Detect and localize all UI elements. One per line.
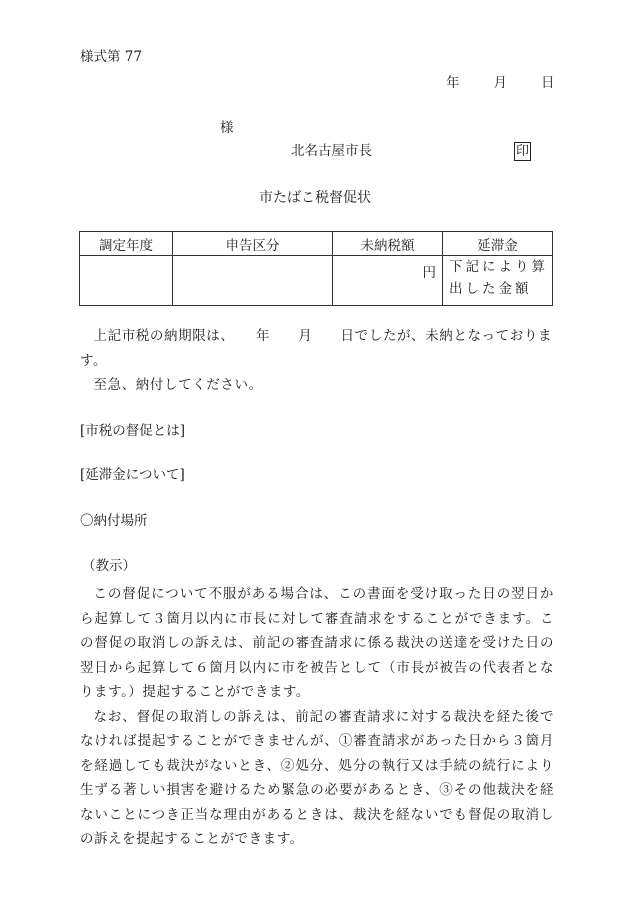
- section-reminder-heading: [市税の督促とは]: [80, 423, 186, 439]
- late-fee-text: 下記により算出した金額: [449, 259, 548, 297]
- notice-title: （教示）: [82, 558, 136, 574]
- form-number: 様式第 77: [80, 49, 142, 65]
- notice-paragraph-1: この督促について不服がある場合は、この書面を受け取った日の翌日から起算して３箇月以内に市長に対して審査請求をすることができます。この督促の取消しの訴えは、前記の審査請求に係る裁決の送達を受けた日の翌日から起算して６箇月以内に市を被告として（市長が被告の代表者となります。）提起することができます。: [80, 586, 554, 700]
- seal-mark: 印: [516, 144, 530, 159]
- document-title: 市たばこ税督促状: [259, 190, 371, 206]
- header-fiscal-year: 調定年度: [80, 232, 173, 256]
- body-text: [80, 324, 554, 398]
- due-date-statement: 上記市税の納期限は、 年 月 日でしたが、未納となっております。: [80, 328, 553, 369]
- header-unpaid-amount: 未納税額: [333, 232, 443, 256]
- cell-declaration-category: [173, 256, 333, 306]
- cell-fiscal-year: [80, 256, 173, 306]
- notice-paragraph-2: なお、督促の取消しの訴えは、前記の審査請求に対する裁決を経た後でなければ提起することができませんが、①審査請求があった日から３箇月を経過しても裁決がないとき、②処分、処分の執行又は手続の続行により生ずる著しい損害を避けるため緊急の必要があるとき、③その他裁決を経ないことにつき正当な理由があるときは、裁決を経ないでも督促の取消しの訴えを提起することができます。: [80, 708, 554, 847]
- cell-unpaid-amount: 円: [333, 256, 443, 306]
- section-payment-place-heading: 〇納付場所: [80, 513, 148, 529]
- cell-late-fee: [443, 256, 553, 306]
- issuer-name: 北名古屋市長: [291, 143, 372, 159]
- issue-date: [446, 77, 555, 91]
- header-declaration-category: 申告区分: [173, 232, 333, 256]
- notice-text: [80, 582, 554, 852]
- section-late-fee-heading: [延滞金について]: [80, 467, 185, 483]
- header-late-fee: 延滞金: [443, 232, 553, 256]
- table-header-row: [80, 232, 553, 256]
- date-month-label: 月: [493, 75, 507, 91]
- date-year-label: 年: [446, 75, 460, 91]
- table-row: [80, 256, 553, 306]
- addressee-suffix: 様: [220, 120, 234, 136]
- tax-table: [79, 231, 553, 306]
- date-day-label: 日: [541, 75, 555, 91]
- payment-request: 至急、納付してください。: [93, 377, 263, 393]
